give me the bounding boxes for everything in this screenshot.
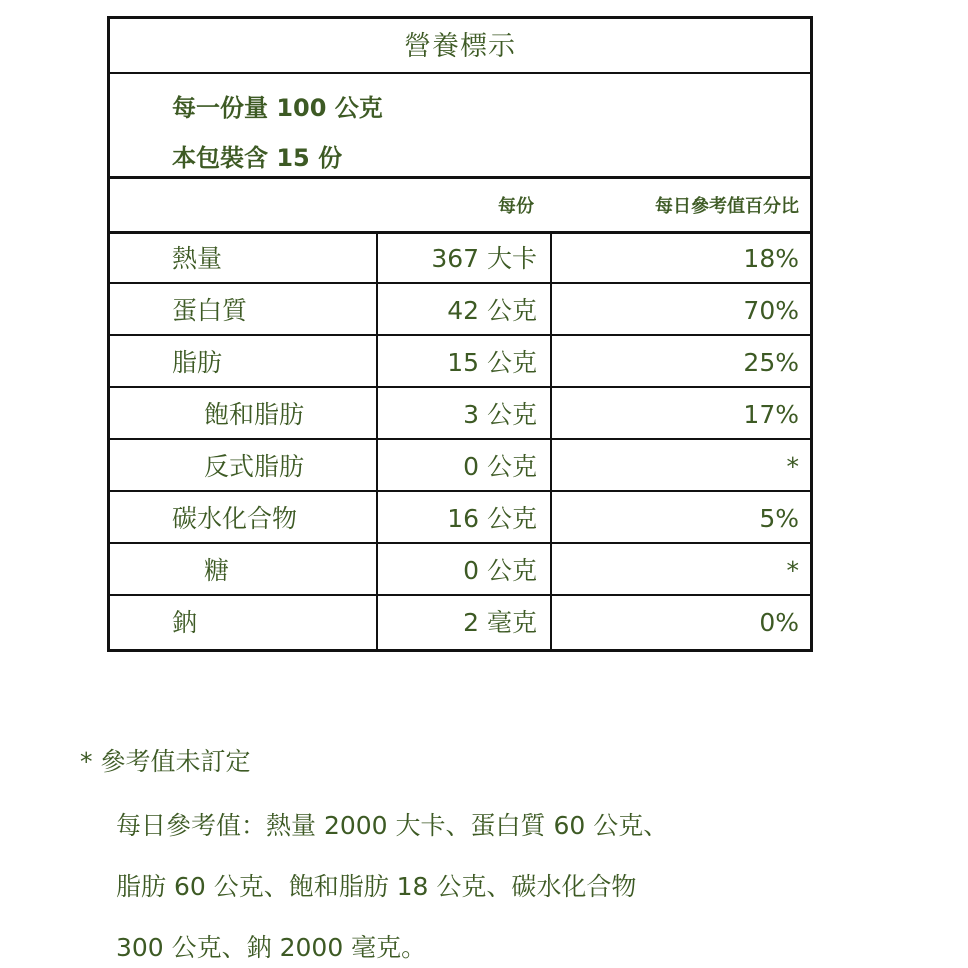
- nutrient-daily-value: *: [786, 452, 799, 481]
- footnote-reference-line: 脂肪 60 公克、飽和脂肪 18 公克、碳水化合物: [116, 872, 637, 901]
- header-daily-value: 每日參考值百分比: [655, 196, 799, 217]
- column-header-row: [110, 179, 810, 234]
- nutrient-row: [110, 284, 810, 336]
- nutrient-daily-value: 25%: [743, 348, 799, 377]
- nutrient-row: [110, 232, 810, 284]
- serving-info: [110, 74, 810, 179]
- nutrient-row: [110, 388, 810, 440]
- nutrient-row: [110, 336, 810, 388]
- nutrient-amount: 42 公克: [447, 296, 537, 325]
- nutrient-row: [110, 544, 810, 596]
- nutrient-daily-value: *: [786, 556, 799, 585]
- footnote-reference-line: 每日參考值：熱量 2000 大卡、蛋白質 60 公克、: [116, 811, 669, 840]
- nutrient-amount: 15 公克: [447, 348, 537, 377]
- nutrient-name: 反式脂肪: [204, 452, 305, 481]
- footnote-reference-line: 300 公克、鈉 2000 毫克。: [116, 933, 427, 962]
- nutrient-row: [110, 596, 810, 648]
- nutrient-name: 飽和脂肪: [204, 400, 305, 429]
- header-per-serving: 每份: [498, 196, 534, 217]
- nutrient-name: 熱量: [172, 244, 223, 273]
- nutrient-daily-value: 18%: [743, 244, 799, 273]
- nutrient-name: 糖: [204, 556, 230, 585]
- footnote-not-established: * 參考值未訂定: [80, 747, 251, 776]
- nutrient-daily-value: 17%: [743, 400, 799, 429]
- nutrient-amount: 3 公克: [463, 400, 537, 429]
- label-title: 營養標示: [110, 19, 810, 74]
- nutrient-row: [110, 492, 810, 544]
- nutrient-amount: 16 公克: [447, 504, 537, 533]
- nutrient-row: [110, 440, 810, 492]
- nutrient-amount: 0 公克: [463, 452, 537, 481]
- nutrient-name: 鈉: [172, 608, 198, 637]
- nutrient-daily-value: 0%: [759, 608, 799, 637]
- nutrient-daily-value: 5%: [759, 504, 799, 533]
- nutrient-daily-value: 70%: [743, 296, 799, 325]
- nutrient-amount: 367 大卡: [431, 244, 537, 273]
- nutrient-amount: 2 毫克: [463, 608, 537, 637]
- servings-per-package: 本包裝含 15 份: [172, 144, 343, 172]
- serving-size: 每一份量 100 公克: [172, 94, 383, 122]
- nutrition-label: [107, 16, 813, 652]
- nutrient-name: 蛋白質: [172, 296, 248, 325]
- nutrient-name: 脂肪: [172, 348, 223, 377]
- nutrient-amount: 0 公克: [463, 556, 537, 585]
- nutrient-name: 碳水化合物: [172, 504, 298, 533]
